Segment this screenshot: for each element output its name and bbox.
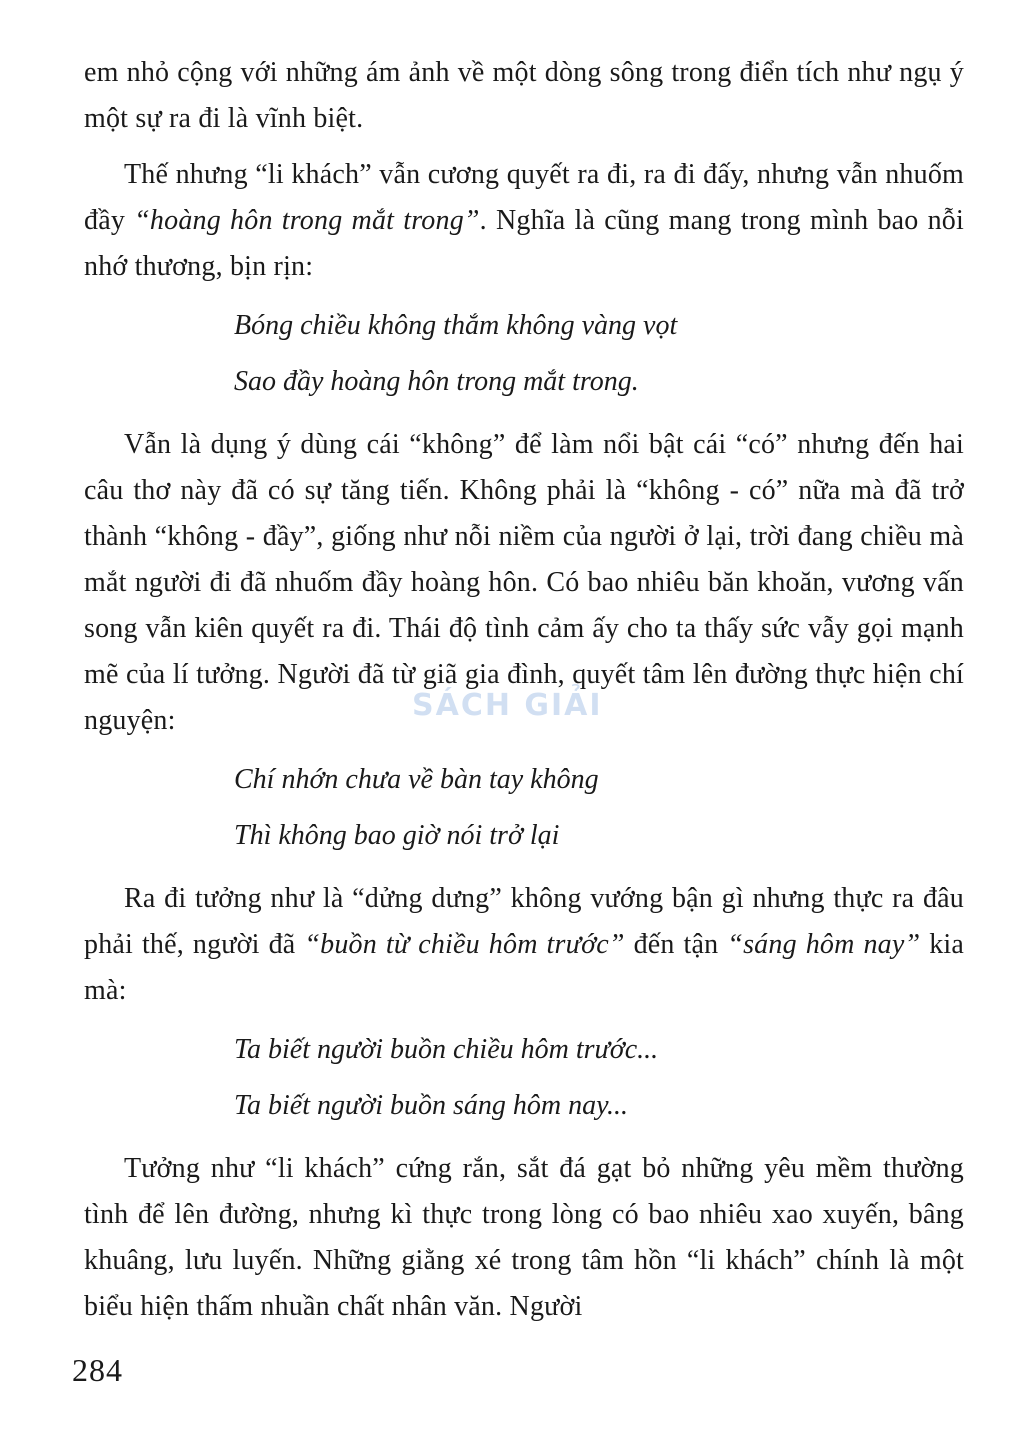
paragraph-sadness xyxy=(84,876,964,1014)
inline-quote: “buồn từ chiều hôm trước” xyxy=(304,929,625,960)
paragraph-continuation: em nhỏ cộng với những ám ảnh về một dòng sông trong điển tích như ngụ ý một sự ra đi là vĩnh biệt. xyxy=(84,57,964,134)
paragraph-text: . Nghĩa là cũng mang trong mình bao nỗi nhớ thương, bịn rịn: xyxy=(84,205,964,282)
verse-block xyxy=(84,1022,964,1134)
verse-line: Bóng chiều không thắm không vàng vọt xyxy=(234,310,678,341)
verse-line: Sao đầy hoàng hôn trong mắt trong. xyxy=(234,366,639,397)
verse-line: Ta biết người buồn sáng hôm nay... xyxy=(234,1090,628,1121)
page-body xyxy=(84,50,964,1330)
paragraph-conclusion: Tưởng như “li khách” cứng rắn, sắt đá gạt bỏ những yêu mềm thường tình để lên đường, nhưng kì thực trong lòng có bao nhiêu xao xuyến, bâng khuâng, lưu luyến. Những giằng xé trong tâm hồn “li khách” chính là một biểu hiện thấm nhuần chất nhân văn. Người xyxy=(84,1153,964,1322)
paragraph-text: kia mà: xyxy=(84,929,965,1006)
inline-quote: “hoàng hôn trong mắt trong” xyxy=(134,205,480,236)
paragraph-text: Ra đi tưởng như là “dửng dưng” không vướng bận gì nhưng thực ra đâu phải thế, người đã xyxy=(84,883,964,960)
verse-block xyxy=(84,752,964,864)
verse-line: Thì không bao giờ nói trở lại xyxy=(234,820,560,851)
verse-line: Chí nhớn chưa về bàn tay không xyxy=(234,764,599,795)
watermark-logo: SÁCH GIẢI xyxy=(412,688,603,723)
paragraph-text: đến tận xyxy=(624,929,728,960)
paragraph-analysis: Vẫn là dụng ý dùng cái “không” để làm nổi bật cái “có” nhưng đến hai câu thơ này đã có sự tăng tiến. Không phải là “không - có” nữa mà đã trở thành “không - đầy”, giống như nỗi niềm của người ở lại, trời đang chiều mà mắt người đi đã nhuốm đầy hoàng hôn. Có bao nhiêu băn khoăn, vương vấn song vẫn kiên quyết ra đi. Thái độ tình cảm ấy cho ta thấy sức vẫy gọi mạnh mẽ của lí tưởng. Người đã từ giã gia đình, quyết tâm lên đường thực hiện chí nguyện: xyxy=(84,429,964,736)
verse-block xyxy=(84,298,964,410)
inline-quote: “sáng hôm nay” xyxy=(727,929,921,960)
paragraph-li-khach-departure xyxy=(84,152,964,290)
page-number: 284 xyxy=(72,1352,123,1388)
paragraph-text: Thế nhưng “li khách” vẫn cương quyết ra đi, ra đi đấy, nhưng vẫn nhuốm đầy xyxy=(84,159,964,236)
verse-line: Ta biết người buồn chiều hôm trước... xyxy=(234,1034,659,1065)
